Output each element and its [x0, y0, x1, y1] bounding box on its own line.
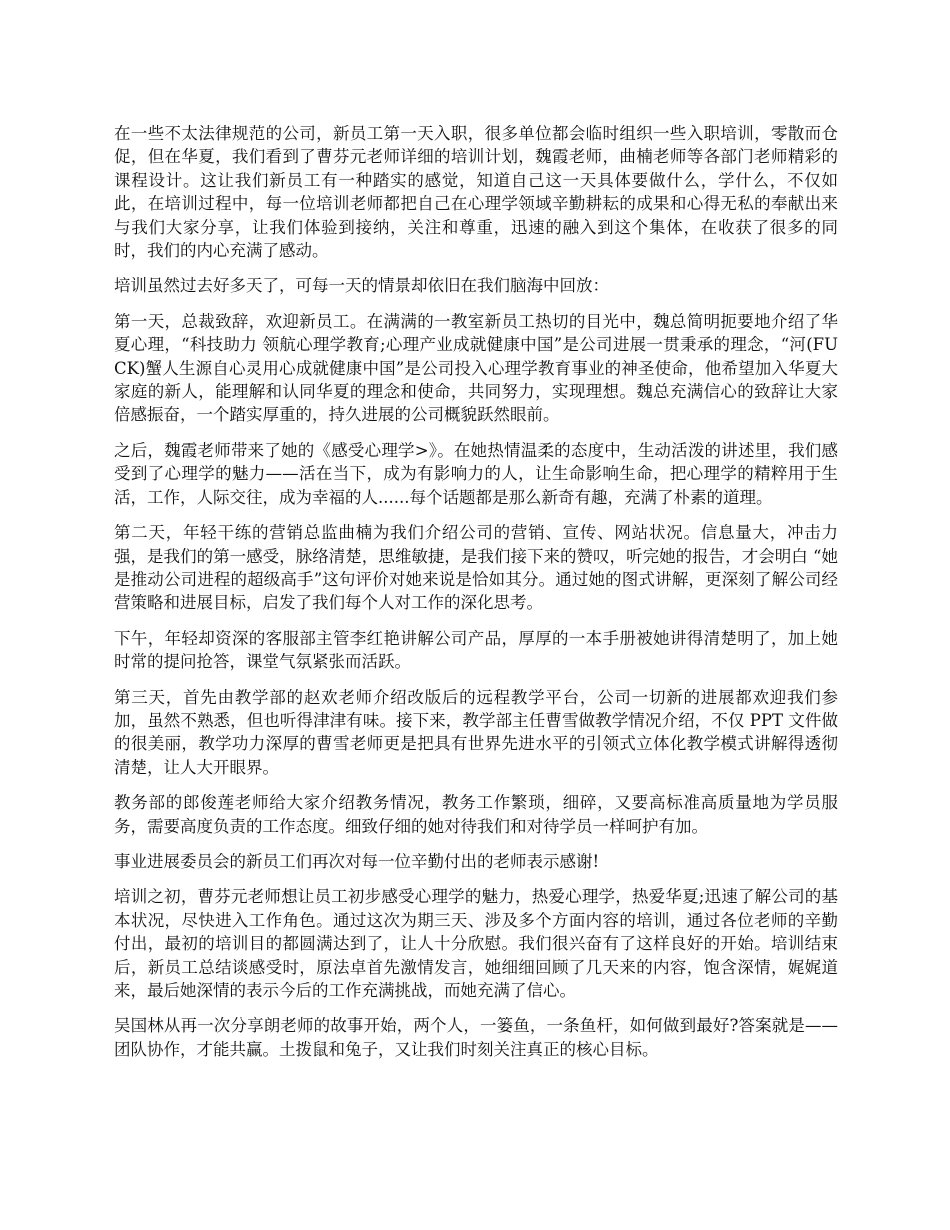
paragraph-psychology-lecture: 之后，魏霞老师带来了她的《感受心理学>》。在她热情温柔的态度中，生动活泼的讲述里，我们感受到了心理学的魅力——活在当下，成为有影响力的人，让生命影响生命，把心理学的精粹用于生活，工作，人际交往，成为幸福的人......每个话题都是那么新奇有趣，充满了朴素的道理。: [114, 440, 838, 507]
paragraph-academic-affairs: 教务部的郎俊莲老师给大家介绍教务情况，教务工作繁琐，细碎，又要高标准高质量地为学员服务，需要高度负责的工作态度。细致仔细的她对待我们和对待学员一样呵护有加。: [114, 793, 838, 836]
paragraph-recall: 培训虽然过去好多天了，可每一天的情景却依旧在我们脑海中回放：: [114, 276, 609, 296]
paragraph-day-one: 第一天，总裁致辞，欢迎新员工。在满满的一教室新员工热切的目光中，魏总简明扼要地介绍了华夏心理，“科技助力 领航心理学教育;心理产业成就健康中国”是公司进展一贯秉承的理念，“河(FUCK)蟹人生源自心灵用心成就健康中国”是公司投入心理学教育事业的神圣使命，他希望加入华夏大家庭的新人，能理解和认同华夏的理念和使命，共同努力，实现理想。魏总充满信心的致辞让大家倍感振奋，一个踏实厚重的，持久进展的公司概貌跃然眼前。: [114, 311, 838, 425]
document-body: [114, 122, 838, 1073]
paragraph-training-summary: 培训之初，曹芬元老师想让员工初步感受心理学的魅力，热爱心理学，热爱华夏;迅速了解公司的基本状况，尽快进入工作角色。通过这次为期三天、涉及多个方面内容的培训，通过各位老师的辛勤付出，最初的培训目的都圆满达到了，让人十分欣慰。我们很兴奋有了这样良好的开始。培训结束后，新员工总结谈感受时，原法卓首先激情发言，她细细回顾了几天来的内容，饱含深情，娓娓道来，最后她深情的表示今后的工作充满挑战，而她充满了信心。: [114, 887, 838, 1000]
paragraph-day-two: 第二天，年轻干练的营销总监曲楠为我们介绍公司的营销、宣传、网站状况。信息量大，冲击力强，是我们的第一感受，脉络清楚，思维敏捷，是我们接下来的赞叹，听完她的报告，才会明白 “她是推动公司进程的超级高手”这句评价对她来说是恰如其分。通过她的图式讲解，更深刻了解公司经营策略和进展目标，启发了我们每个人对工作的深化思考。: [114, 523, 838, 613]
paragraph-afternoon: 下午，年轻却资深的客服部主管李红艳讲解公司产品，厚厚的一本手册被她讲得清楚明了，加上她时常的提问抢答，课堂气氛紧张而活跃。: [114, 628, 838, 672]
paragraph-thanks: 事业进展委员会的新员工们再次对每一位辛勤付出的老师表示感谢!: [114, 851, 600, 871]
paragraph-teamwork: 吴国林从再一次分享朗老师的故事开始，两个人，一篓鱼，一条鱼杆，如何做到最好?答案就是——团队协作，才能共赢。土拨鼠和兔子，又让我们时刻关注真正的核心目标。: [114, 1016, 838, 1059]
paragraph-intro: 在一些不太法律规范的公司，新员工第一天入职，很多单位都会临时组织一些入职培训，零散而仓促，但在华夏，我们看到了曹芬元老师详细的培训计划，魏霞老师，曲楠老师等各部门老师精彩的课程设计。这让我们新员工有一种踏实的感觉，知道自己这一天具体要做什么，学什么，不仅如此，在培训过程中，每一位培训老师都把自己在心理学领域辛勤耕耘的成果和心得无私的奉献出来与我们大家分享，让我们体验到接纳，关注和尊重，迅速的融入到这个集体，在收获了很多的同时，我们的内心充满了感动。: [114, 124, 838, 261]
paragraph-day-three: 第三天，首先由教学部的赵欢老师介绍改版后的远程教学平台，公司一切新的进展都欢迎我们参加，虽然不熟悉，但也听得津津有味。接下来，教学部主任曹雪做教学情况介绍，不仅 PPT 文件做的很美丽，教学功力深厚的曹雪老师更是把具有世界先进水平的引领式立体化教学模式讲解得透彻清楚，让人大开眼界。: [114, 687, 838, 777]
